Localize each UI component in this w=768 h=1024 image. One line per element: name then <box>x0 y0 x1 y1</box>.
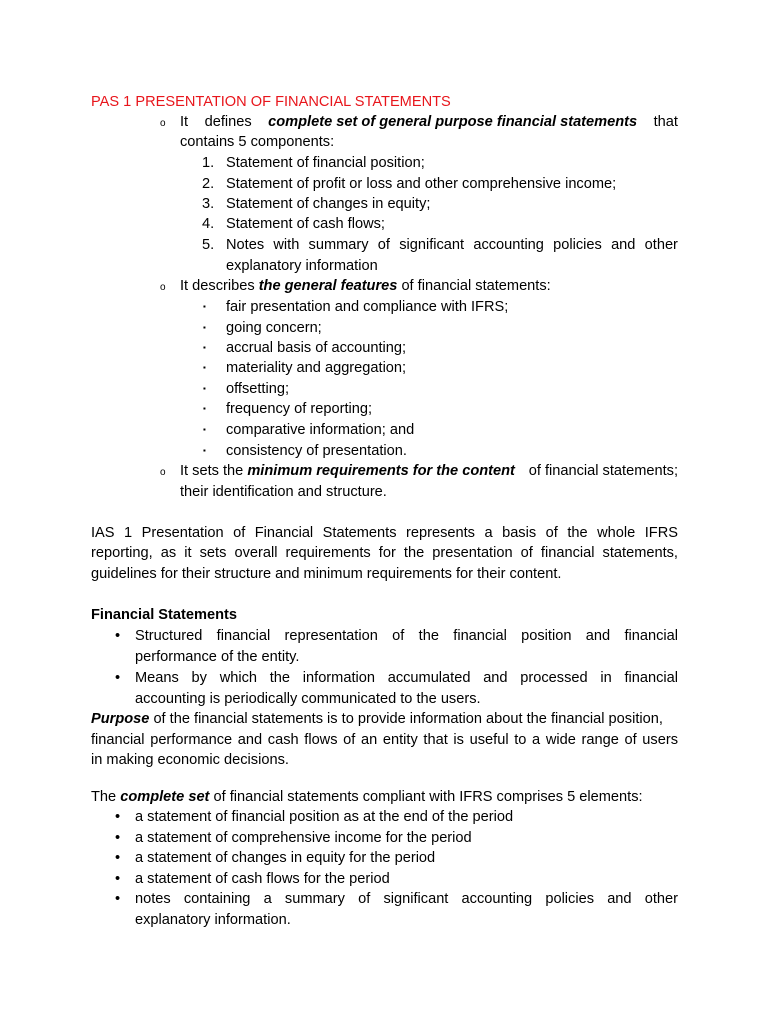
circle-bullet-icon: o <box>160 282 166 293</box>
circle-bullet-icon: o <box>160 118 166 129</box>
bullet-icon: • <box>115 891 121 907</box>
pas-point-1-line-2: contains 5 components: <box>180 134 335 150</box>
bullet-icon: • <box>115 871 121 887</box>
square-bullet-icon: ▪ <box>203 302 206 311</box>
square-bullet-icon: ▪ <box>203 343 206 352</box>
list-item: a statement of comprehensive income for the period <box>135 830 472 846</box>
list-item: Statement of cash flows; <box>226 216 385 232</box>
pas-point-3-line-1: It sets the minimum requirements for the content of financial statements; <box>180 463 678 479</box>
bullet-icon: • <box>115 628 121 644</box>
bullet-icon: • <box>115 830 121 846</box>
list-item: a statement of changes in equity for the period <box>135 850 436 866</box>
list-item: going concern; <box>226 320 322 336</box>
square-bullet-icon: ▪ <box>203 425 206 434</box>
square-bullet-icon: ▪ <box>203 323 206 332</box>
list-item: Statement of profit or loss and other comprehensive income; <box>226 176 617 192</box>
circle-bullet-icon: o <box>160 467 166 478</box>
list-item: accrual basis of accounting; <box>226 340 407 356</box>
list-number: 3. <box>202 196 215 212</box>
bullet-icon: • <box>115 809 121 825</box>
page-title: PAS 1 PRESENTATION OF FINANCIAL STATEMENTS <box>91 94 451 110</box>
list-item: offsetting; <box>226 381 290 397</box>
ias-paragraph-line-3: guidelines for their structure and minimum requirements for their content. <box>91 566 562 582</box>
list-number: 2. <box>202 176 215 192</box>
square-bullet-icon: ▪ <box>203 363 206 372</box>
list-item: notes containing a summary of significant accounting policies and other <box>135 891 678 907</box>
list-item: fair presentation and compliance with IFRS; <box>226 299 509 315</box>
purpose-line-1: Purpose of the financial statements is to provide information about the financial position, <box>91 711 663 727</box>
purpose-line-3: in making economic decisions. <box>91 752 289 768</box>
fs-bullet-1-line-1: Structured financial representation of the financial position and financial <box>135 628 678 644</box>
pas-point-2: It describes the general features of financial statements: <box>180 278 551 294</box>
ias-paragraph-line-2: reporting, as it sets overall requirements for the presentation of financial statements, <box>91 545 678 561</box>
ias-paragraph-line-1: IAS 1 Presentation of Financial Statements represents a basis of the whole IFRS <box>91 525 678 541</box>
list-item-continued: explanatory information. <box>135 912 291 928</box>
list-item: Statement of changes in equity; <box>226 196 431 212</box>
pas-point-1-line-1: It defines complete set of general purpose financial statements that <box>180 114 678 130</box>
bullet-icon: • <box>115 850 121 866</box>
list-number: 4. <box>202 216 215 232</box>
square-bullet-icon: ▪ <box>203 384 206 393</box>
square-bullet-icon: ▪ <box>203 404 206 413</box>
list-item: materiality and aggregation; <box>226 360 407 376</box>
section-heading: Financial Statements <box>91 607 237 623</box>
list-number: 1. <box>202 155 215 171</box>
fs-bullet-2-line-1: Means by which the information accumulated and processed in financial <box>135 670 678 686</box>
list-number: 5. <box>202 237 215 253</box>
list-item: Statement of financial position; <box>226 155 425 171</box>
list-item: comparative information; and <box>226 422 415 438</box>
list-item: frequency of reporting; <box>226 401 373 417</box>
list-item: a statement of financial position as at the end of the period <box>135 809 514 825</box>
list-item: Notes with summary of significant accounting policies and other <box>226 237 678 253</box>
fs-bullet-1-line-2: performance of the entity. <box>135 649 300 665</box>
fs-bullet-2-line-2: accounting is periodically communicated to the users. <box>135 691 481 707</box>
list-item-continued: explanatory information <box>226 258 378 274</box>
complete-set-intro: The complete set of financial statements compliant with IFRS comprises 5 elements: <box>91 789 643 805</box>
pas-point-3-line-2: their identification and structure. <box>180 484 387 500</box>
square-bullet-icon: ▪ <box>203 446 206 455</box>
list-item: a statement of cash flows for the period <box>135 871 390 887</box>
purpose-line-2: financial performance and cash flows of an entity that is useful to a wide range of users <box>91 732 678 748</box>
list-item: consistency of presentation. <box>226 443 407 459</box>
bullet-icon: • <box>115 670 121 686</box>
